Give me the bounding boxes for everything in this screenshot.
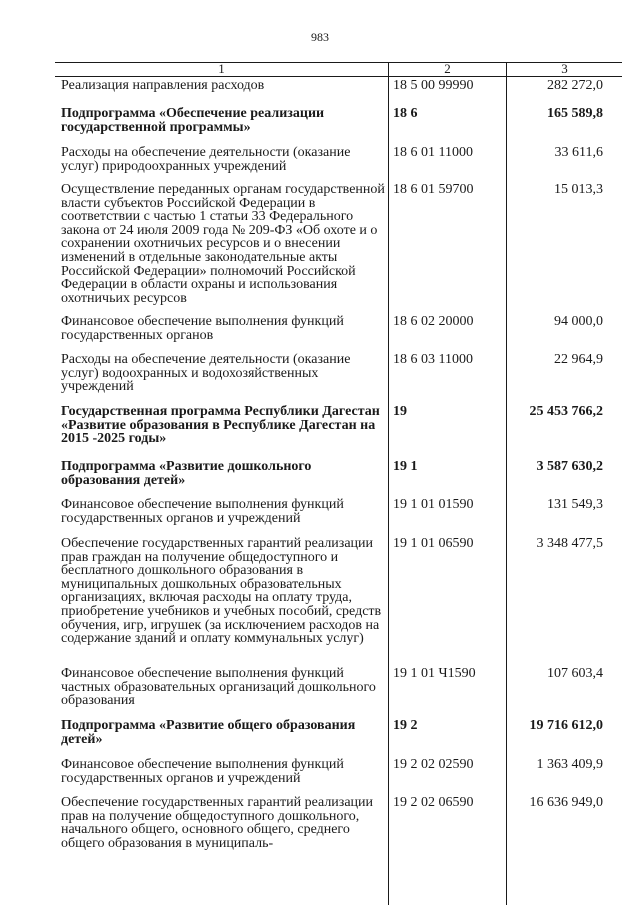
row-code: 19 2 02 06590 bbox=[393, 795, 474, 810]
row-code: 19 1 01 01590 bbox=[393, 497, 474, 512]
column-header-1: 1 bbox=[218, 61, 225, 76]
row-amount: 165 589,8 bbox=[547, 106, 603, 121]
row-amount: 16 636 949,0 bbox=[529, 795, 603, 810]
row-code: 19 2 02 02590 bbox=[393, 757, 474, 772]
row-name: Осуществление переданных органам государственной власти субъектов Российской Федерации в соответствии с частью 1 статьи 33 Федерального закона от 24 июля 2009 года № 209-ФЗ «Об охоте и о сохранении охотничьих ресурсов и о внесении изменений в отдельные законодательные акты Российской Федерации» полномочий Российской Федерации в области охраны и использования охотничьих ресурсов bbox=[61, 182, 385, 306]
row-code: 19 1 01 06590 bbox=[393, 536, 474, 551]
row-name: Расходы на обеспечение деятельности (оказание услуг) водоохранных и водохозяйственных учреждений bbox=[61, 352, 351, 395]
row-name: Финансовое обеспечение выполнения функций государственных органов и учреждений bbox=[61, 497, 344, 526]
row-code: 18 5 00 99990 bbox=[393, 78, 474, 93]
row-name: Обеспечение государственных гарантий реализации прав на получение общедоступного дошкольного, начального общего, основного общего, среднего общего образования в муниципаль- bbox=[61, 795, 374, 851]
row-code: 18 6 02 20000 bbox=[393, 314, 474, 329]
row-name: Финансовое обеспечение выполнения функций государственных органов и учреждений bbox=[61, 757, 344, 786]
row-amount: 25 453 766,2 bbox=[529, 404, 603, 419]
row-name: Государственная программа Республики Дагестан «Развитие образования в Республике Дагестан на 2015 -2025 годы» bbox=[61, 404, 380, 447]
row-code: 18 6 bbox=[393, 106, 418, 121]
row-name: Финансовое обеспечение выполнения функций частных образовательных организаций дошкольного образования bbox=[61, 666, 376, 709]
row-amount: 107 603,4 bbox=[547, 666, 603, 681]
row-amount: 22 964,9 bbox=[554, 352, 603, 367]
row-amount: 3 587 630,2 bbox=[536, 459, 603, 474]
row-code: 19 bbox=[393, 404, 407, 419]
row-name: Подпрограмма «Развитие дошкольного образования детей» bbox=[61, 459, 312, 488]
header-bottom-rule bbox=[55, 76, 622, 77]
row-code: 19 1 bbox=[393, 459, 418, 474]
row-amount: 1 363 409,9 bbox=[536, 757, 603, 772]
row-code: 18 6 01 59700 bbox=[393, 182, 474, 197]
row-name: Реализация направления расходов bbox=[61, 78, 265, 93]
column-header-3: 3 bbox=[561, 61, 568, 76]
page-number: 983 bbox=[311, 30, 329, 44]
row-code: 18 6 01 11000 bbox=[393, 145, 473, 160]
row-amount: 15 013,3 bbox=[554, 182, 603, 197]
row-code: 18 6 03 11000 bbox=[393, 352, 473, 367]
column-divider-1 bbox=[388, 62, 389, 905]
column-divider-2 bbox=[506, 62, 507, 905]
row-amount: 131 549,3 bbox=[547, 497, 603, 512]
row-amount: 282 272,0 bbox=[547, 78, 603, 93]
row-amount: 3 348 477,5 bbox=[536, 536, 603, 551]
row-name: Обеспечение государственных гарантий реализации прав граждан на получение общедоступного и бесплатного дошкольного образования в муниципальных дошкольных образовательных организациях, включая расходы на оплату труда, приобретение учебников и учебных пособий, средств обучения, игр, игрушек (за исключением расходов на содержание зданий и оплату коммунальных услуг) bbox=[61, 536, 382, 647]
row-name: Финансовое обеспечение выполнения функций государственных органов bbox=[61, 314, 344, 343]
column-header-2: 2 bbox=[444, 61, 451, 76]
row-code: 19 1 01 Ч1590 bbox=[393, 666, 476, 681]
row-amount: 33 611,6 bbox=[554, 145, 603, 160]
row-name: Расходы на обеспечение деятельности (оказание услуг) природоохранных учреждений bbox=[61, 145, 351, 174]
row-amount: 94 000,0 bbox=[554, 314, 603, 329]
row-code: 19 2 bbox=[393, 718, 418, 733]
row-name: Подпрограмма «Развитие общего образования детей» bbox=[61, 718, 356, 747]
row-amount: 19 716 612,0 bbox=[529, 718, 603, 733]
row-name: Подпрограмма «Обеспечение реализации государственной программы» bbox=[61, 106, 325, 135]
